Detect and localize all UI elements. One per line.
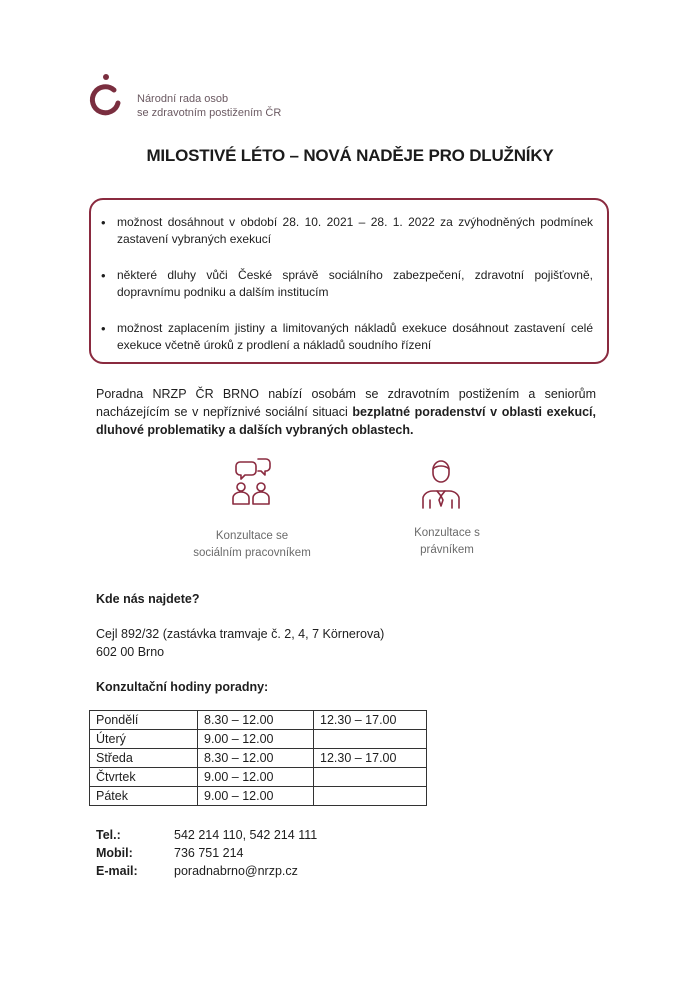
day-cell: Pondělí (90, 711, 198, 730)
time-cell: 12.30 – 17.00 (314, 711, 427, 730)
time-cell: 9.00 – 12.00 (198, 787, 314, 806)
contact-row-mobile (96, 844, 317, 862)
bullet-item-2: • některé dluhy vůči České správě sociálního zabezpečení, zdravotní pojišťovně, dopravnímu podniku a dalším institucím (117, 267, 593, 301)
org-line-2: se zdravotním postižením ČR (137, 107, 282, 119)
contact-row-email (96, 862, 317, 880)
table-row (90, 711, 427, 730)
people-chat-icon (228, 456, 274, 510)
highlight-box (89, 198, 609, 364)
table-row (90, 749, 427, 768)
service-1-line-1: Konzultace se (215, 530, 289, 542)
contact-label: Tel.: (96, 828, 121, 842)
time-cell (314, 730, 427, 749)
intro-bold-text: bezplatné poradenství v oblasti exekucí, dluhové problematiky a dalších vybraných oblastech. (96, 405, 596, 437)
service-lawyer (362, 525, 532, 559)
table-row (90, 787, 427, 806)
contacts-block (96, 826, 317, 880)
time-cell: 8.30 – 12.00 (198, 749, 314, 768)
location-heading: Kde nás najdete? (96, 592, 200, 606)
nrzp-logo-icon (88, 70, 128, 120)
service-2-line-1: Konzultace s (414, 527, 480, 539)
bullet-item-1: • možnost dosáhnout v období 28. 10. 2021 – 28. 1. 2022 za zvýhodněných podmínek zastavení vybraných exekucí (117, 214, 593, 248)
bullet-list (91, 200, 607, 354)
time-cell: 9.00 – 12.00 (198, 730, 314, 749)
hours-heading: Konzultační hodiny poradny: (96, 680, 269, 694)
phone-value: 542 214 110, 542 214 111 (174, 828, 318, 842)
day-cell: Středa (90, 749, 198, 768)
page-title: MILOSTIVÉ LÉTO – NOVÁ NADĚJE PRO DLUŽNÍKY (146, 146, 554, 165)
lawyer-icon (418, 456, 464, 510)
day-cell: Pátek (90, 787, 198, 806)
time-cell: 8.30 – 12.00 (198, 711, 314, 730)
email-link[interactable]: poradnabrno@nrzp.cz (174, 864, 298, 878)
contact-label: E-mail: (96, 864, 138, 878)
intro-paragraph (96, 385, 596, 439)
day-cell: Úterý (90, 730, 198, 749)
time-cell: 9.00 – 12.00 (198, 768, 314, 787)
bullet-item-3: • možnost zaplacením jistiny a limitovaných nákladů exekuce dosáhnout zastavení celé exekuce včetně úroků z prodlení a nákladů soudního řízení (117, 320, 593, 354)
organization-name (137, 92, 281, 120)
org-line-1: Národní rada osob (137, 93, 229, 105)
day-cell: Čtvrtek (90, 768, 198, 787)
contact-label: Mobil: (96, 846, 133, 860)
service-2-line-2: právníkem (420, 544, 474, 556)
contact-row-phone (96, 826, 317, 844)
hours-table (89, 710, 427, 806)
time-cell (314, 787, 427, 806)
table-row (90, 730, 427, 749)
service-1-line-2: sociálním pracovníkem (193, 547, 311, 559)
address-line-1: Cejl 892/32 (zastávka tramvaje č. 2, 4, 7 Körnerova) (96, 627, 385, 641)
time-cell: 12.30 – 17.00 (314, 749, 427, 768)
address-line-2: 602 00 Brno (96, 645, 165, 659)
mobile-value: 736 751 214 (174, 846, 244, 860)
time-cell (314, 768, 427, 787)
intro-text: Poradna NRZP ČR BRNO nabízí osobám se zdravotním postižením a seniorům nacházejícím se v nepříznivé sociální situaci (96, 387, 596, 419)
table-row (90, 768, 427, 787)
service-social-worker (160, 528, 344, 562)
